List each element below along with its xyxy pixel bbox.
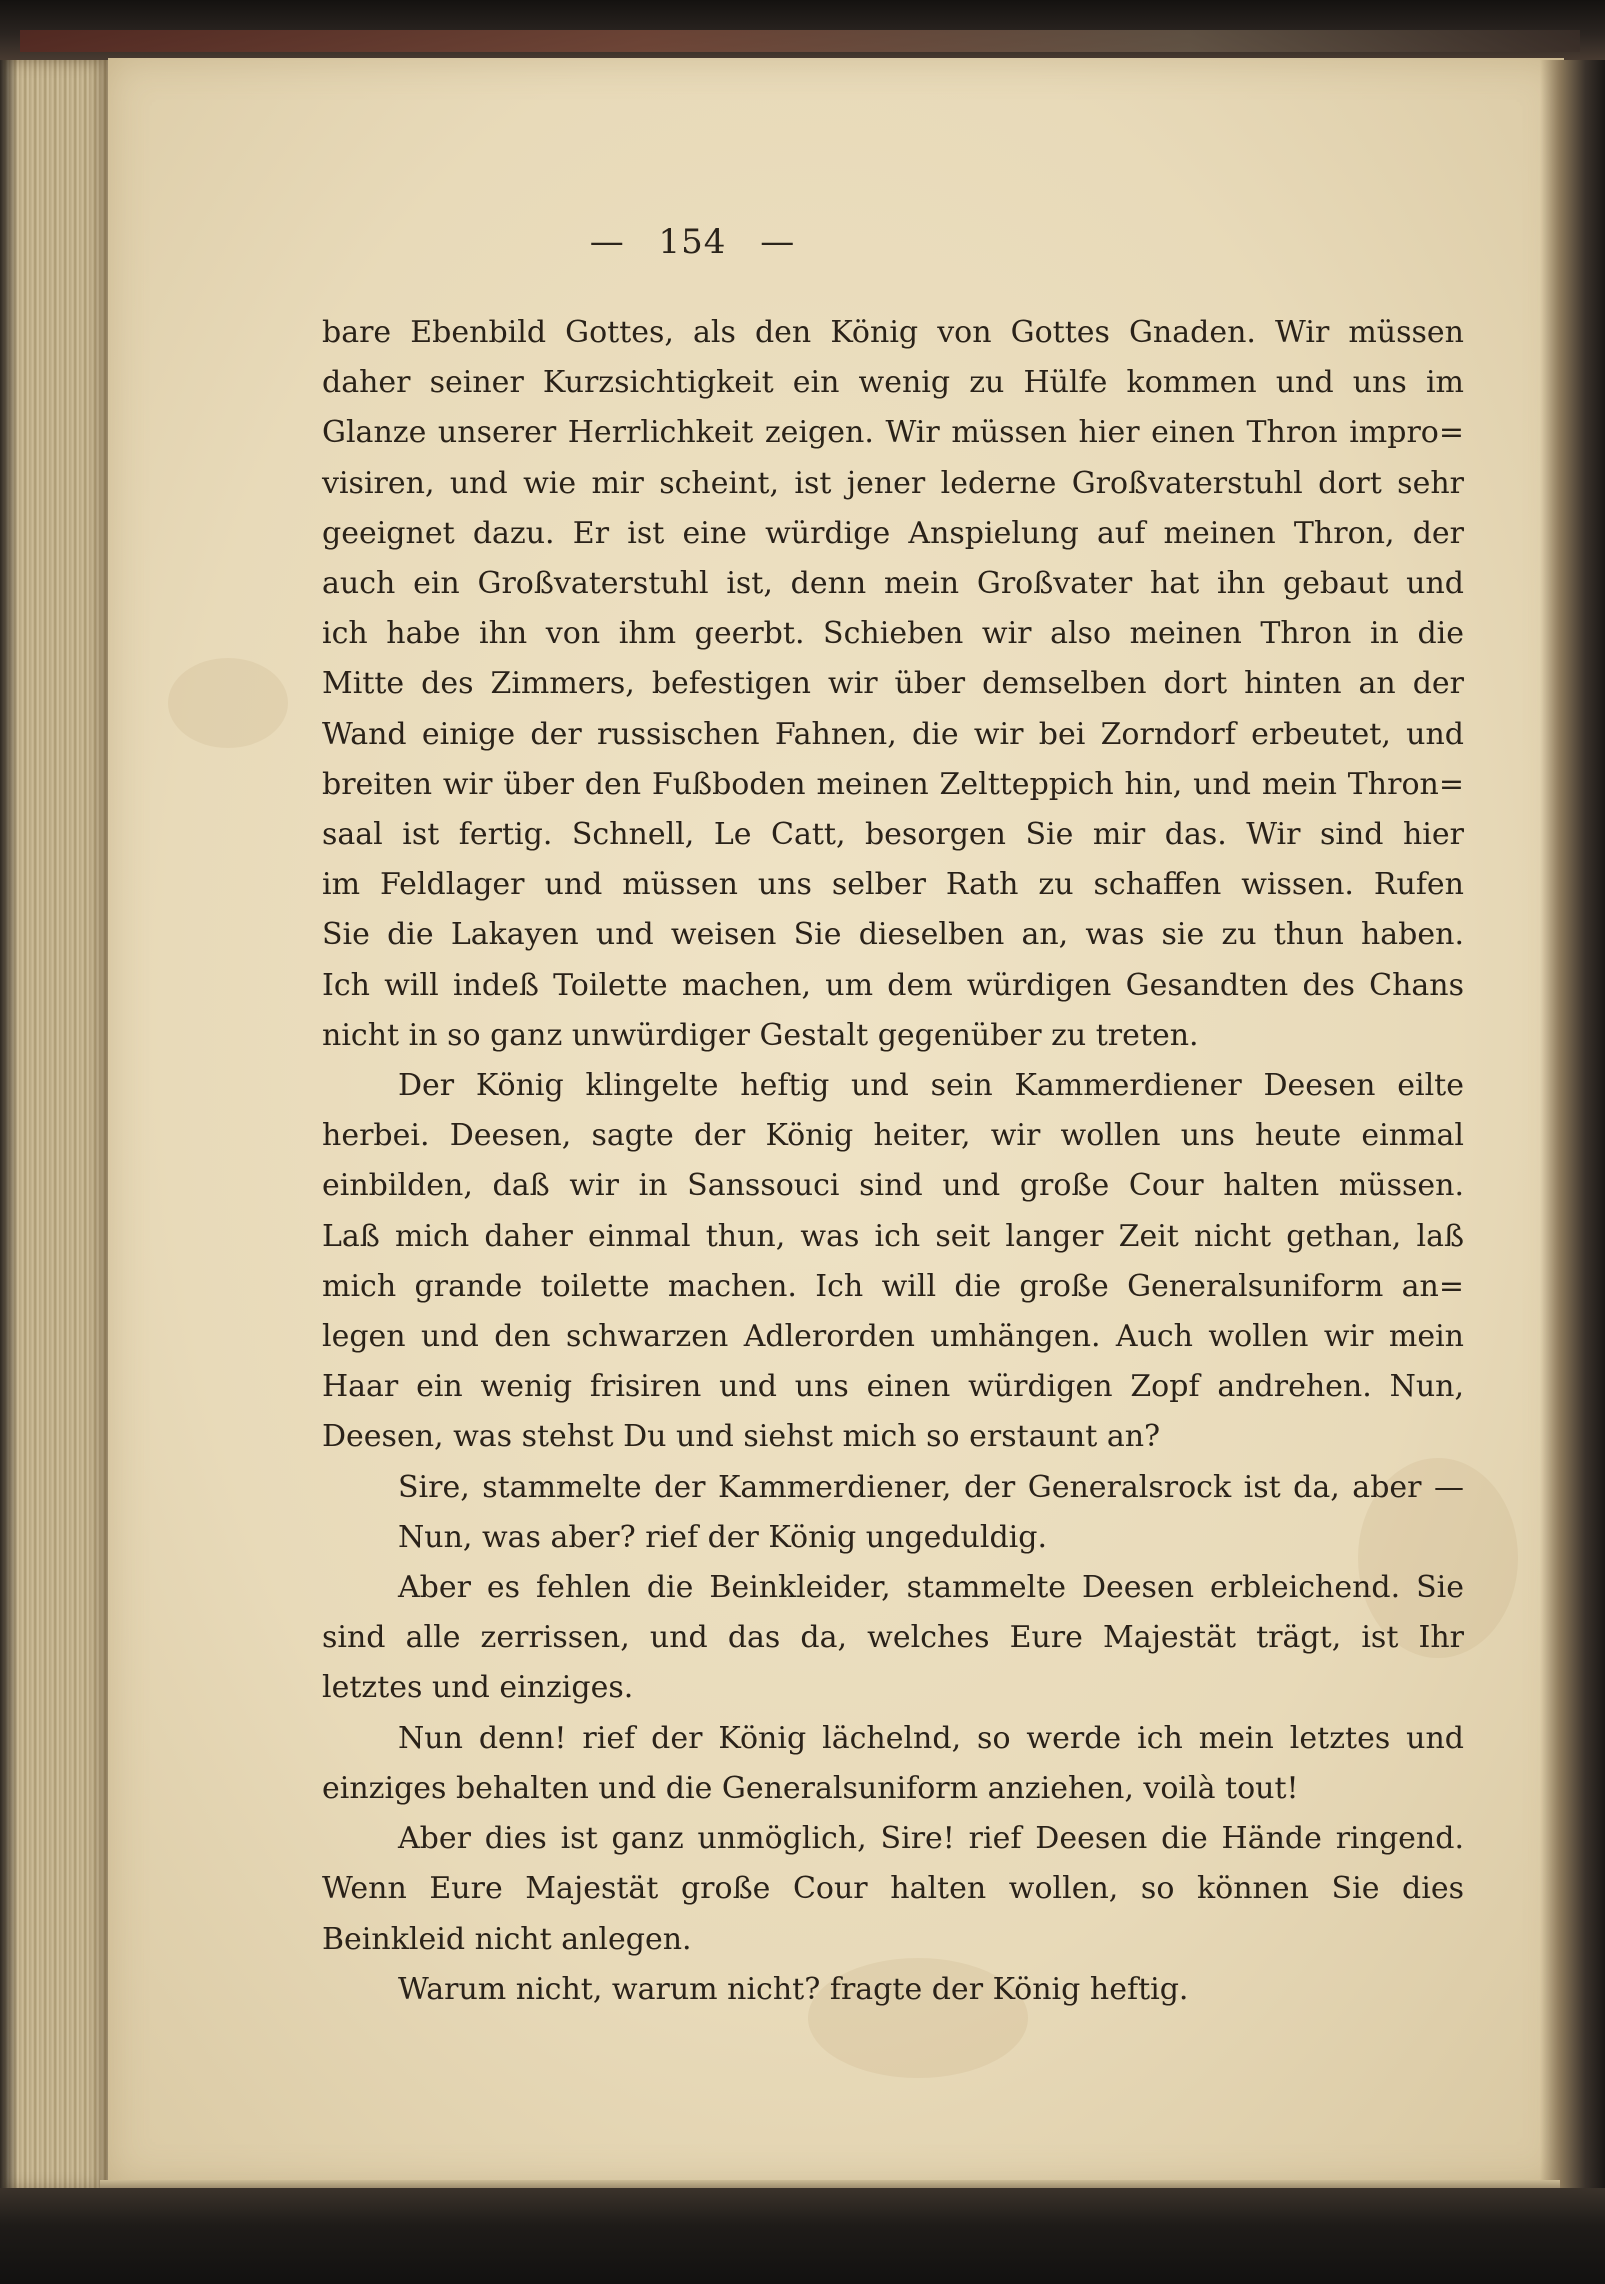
text-line: letztes und einziges.: [322, 1670, 634, 1706]
body-text: [322, 308, 1464, 2015]
text-line: breiten wir über den Fußboden meinen Zeltteppich hin, und mein Thron=: [322, 766, 1464, 802]
page-number-dash-left: —: [589, 222, 625, 262]
text-line: Wenn Eure Majestät große Cour halten wollen, so können Sie dies: [322, 1871, 1464, 1907]
text-line: Aber es fehlen die Beinkleider, stammelte Deesen erbleichend. Sie: [398, 1570, 1464, 1606]
bottom-edge: [0, 2188, 1605, 2284]
text-line: legen und den schwarzen Adlerorden umhängen. Auch wollen wir mein: [322, 1319, 1464, 1355]
text-line: herbei. Deesen, sagte der König heiter, wir wollen uns heute einmal: [322, 1118, 1464, 1154]
text-line: geeignet dazu. Er ist eine würdige Anspielung auf meinen Thron, der: [322, 515, 1464, 551]
text-line: daher seiner Kurzsichtigkeit ein wenig zu Hülfe kommen und uns im: [322, 365, 1464, 401]
text-line: sind alle zerrissen, und das da, welches Eure Majestät trägt, ist Ihr: [322, 1620, 1464, 1656]
text-line: im Feldlager und müssen uns selber Rath zu schaffen wissen. Rufen: [322, 867, 1464, 903]
page-number-header: [0, 222, 1495, 262]
text-line: Der König klingelte heftig und sein Kammerdiener Deesen eilte: [398, 1068, 1464, 1104]
text-line: visiren, und wie mir scheint, ist jener lederne Großvaterstuhl dort sehr: [322, 465, 1464, 501]
text-line: Sire, stammelte der Kammerdiener, der Generalsrock ist da, aber —: [398, 1469, 1464, 1505]
text-line: Warum nicht, warum nicht? fragte der König heftig.: [398, 1971, 1189, 2007]
text-line: Haar ein wenig frisiren und uns einen würdigen Zopf andrehen. Nun,: [322, 1369, 1464, 1405]
text-line: nicht in so ganz unwürdiger Gestalt gegenüber zu treten.: [322, 1017, 1199, 1053]
text-line: auch ein Großvaterstuhl ist, denn mein Großvater hat ihn gebaut und: [322, 566, 1464, 602]
text-line: bare Ebenbild Gottes, als den König von Gottes Gnaden. Wir müssen: [322, 315, 1464, 350]
binding-gutter: [1540, 60, 1605, 2200]
text-line: Ich will indeß Toilette machen, um dem würdigen Gesandten des Chans: [322, 967, 1464, 1003]
top-binding: [20, 30, 1580, 52]
text-line: Glanze unserer Herrlichkeit zeigen. Wir müssen hier einen Thron impro=: [322, 415, 1464, 451]
page-number-dash-right: —: [760, 222, 796, 262]
text-line: Aber dies ist ganz unmöglich, Sire! rief Deesen die Hände ringend.: [398, 1821, 1464, 1857]
text-line: Sie die Lakayen und weisen Sie dieselben an, was sie zu thun haben.: [322, 917, 1464, 953]
text-line: Mitte des Zimmers, befestigen wir über demselben dort hinten an der: [322, 666, 1464, 702]
text-line: einziges behalten und die Generalsuniform anziehen, voilà tout!: [322, 1770, 1299, 1806]
text-line: Beinkleid nicht anlegen.: [322, 1921, 692, 1957]
text-line: Deesen, was stehst Du und siehst mich so erstaunt an?: [322, 1419, 1161, 1455]
text-line: mich grande toilette machen. Ich will die große Generalsuniform an=: [322, 1268, 1464, 1304]
page-number: 154: [658, 222, 727, 262]
text-line: einbilden, daß wir in Sanssouci sind und große Cour halten müssen.: [322, 1168, 1464, 1204]
text-line: Laß mich daher einmal thun, was ich seit langer Zeit nicht gethan, laß: [322, 1218, 1464, 1254]
text-line: Wand einige der russischen Fahnen, die wir bei Zorndorf erbeutet, und: [322, 716, 1464, 752]
page-edges-left: [0, 60, 112, 2190]
text-line: saal ist fertig. Schnell, Le Catt, besorgen Sie mir das. Wir sind hier: [322, 817, 1464, 853]
text-line: ich habe ihn von ihm geerbt. Schieben wir also meinen Thron in die: [322, 616, 1464, 652]
text-line: Nun denn! rief der König lächelnd, so werde ich mein letztes und: [398, 1720, 1464, 1756]
text-line: Nun, was aber? rief der König ungeduldig.: [398, 1519, 1048, 1555]
